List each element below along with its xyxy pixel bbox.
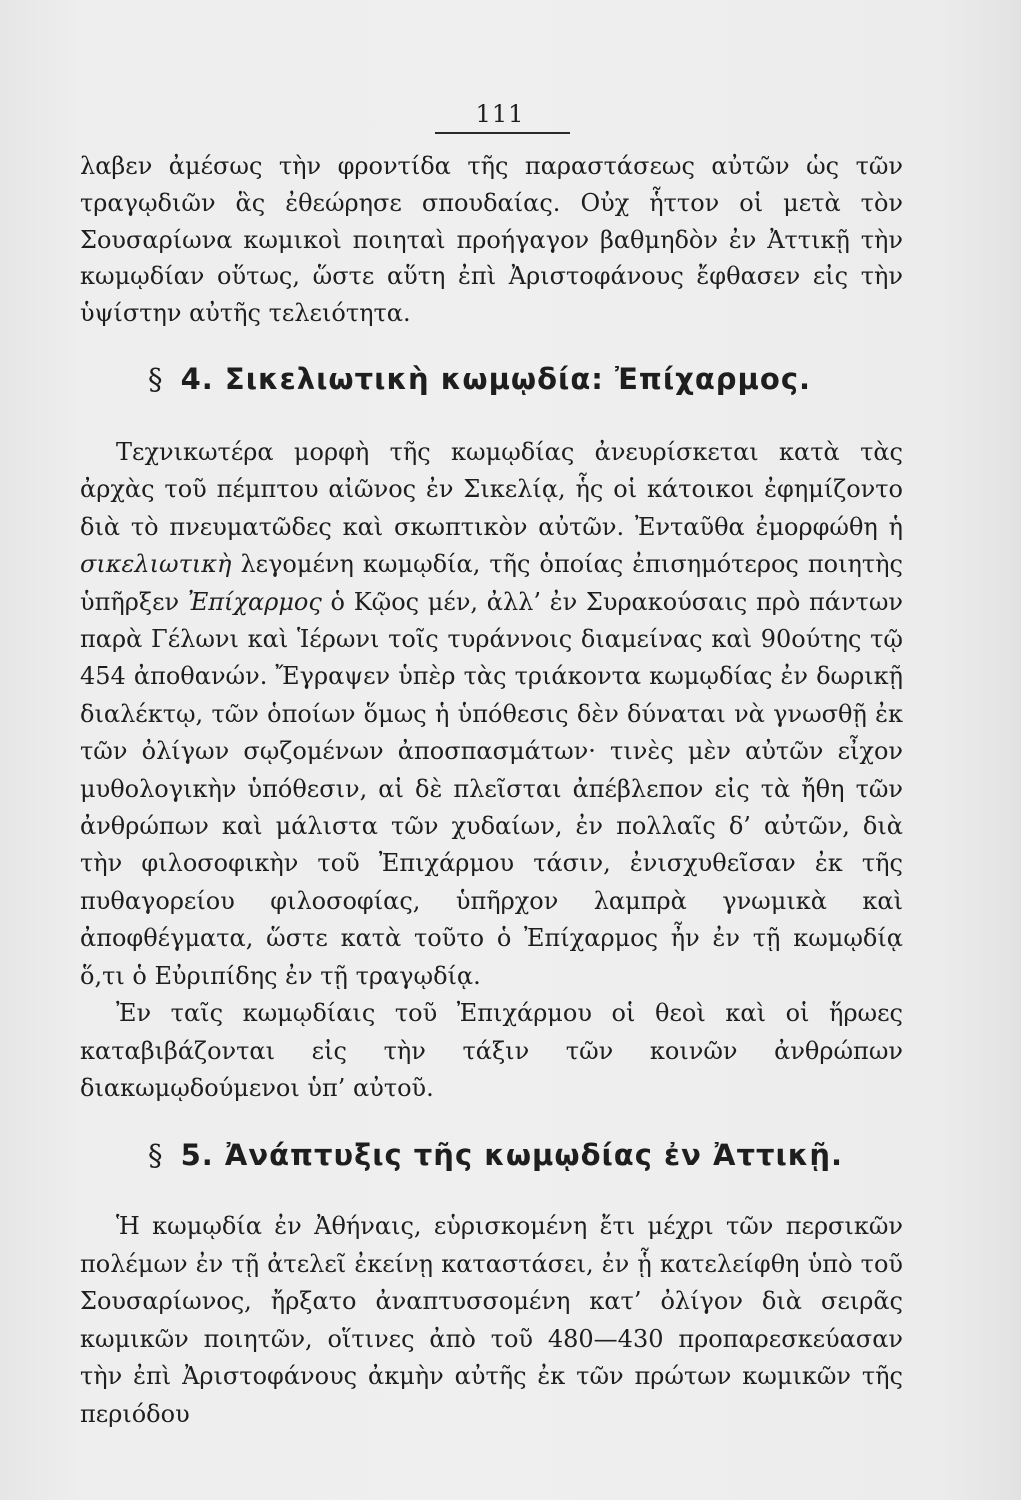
section-4-heading xyxy=(148,362,908,396)
text-run: ὁ Κῷος μέν, ἀλλ’ ἐν Συρακούσαις πρὸ πάντων παρὰ Γέλωνι καὶ Ἱέρωνι τοῖς τυράννοις διαμείνας καὶ 90ούτης τῷ 454 ἀποθανών. Ἔγραψεν ὑπὲρ τὰς τριάκοντα κωμῳδίας ἐν δωρικῇ διαλέκτῳ, τῶν ὁποίων ὅμως ἡ ὑπόθεσις δὲν δύναται νὰ γνωσθῇ ἐκ τῶν ὀλίγων σῳζομένων ἀποσπασμάτων· τινὲς μὲν αὐτῶν εἶχον μυθολογικὴν ὑπόθεσιν, αἱ δὲ πλεῖσται ἀπέβλεπον εἰς τὰ ἤθη τῶν ἀνθρώπων καὶ μάλιστα τῶν χυδαίων, ἐν πολλαῖς δ’ αὐτῶν, διὰ τὴν φιλοσοφικὴν τοῦ Ἐπιχάρμου τάσιν, ἐνισχυθεῖσαν ἐκ τῆς πυθαγορείου φιλοσοφίας, ὑπῆρχον λαμπρὰ γνωμικὰ καὶ ἀποφθέγματα, ὥστε κατὰ τοῦτο ὁ Ἐπίχαρμος ἦν ἐν τῇ κωμῳδίᾳ ὅ,τι ὁ Εὐριπίδης ἐν τῇ τραγῳδίᾳ. xyxy=(80,587,903,990)
section-5-heading xyxy=(148,1138,908,1172)
emphasis-epicharmus: Ἐπίχαρμος xyxy=(187,587,322,616)
section-4-body xyxy=(80,434,903,1107)
section-5-paragraph-1: Ἡ κωμῳδία ἐν Ἀθήναις, εὑρισκομένη ἔτι μέχρι τῶν περσικῶν πολέμων ἐν τῇ ἀτελεῖ ἐκείνῃ καταστάσει, ἐν ᾗ κατελείφθη ὑπὸ τοῦ Σουσαρίωνος, ἤρξατο ἀναπτυσσομένη κατ’ ὀλίγον διὰ σειρᾶς κωμικῶν ποιητῶν, οἵτινες ἀπὸ τοῦ 480—430 προπαρεσκεύασαν τὴν ἐπὶ Ἀριστοφάνους ἀκμὴν αὐτῆς ἐκ τῶν πρώτων κωμικῶν τῆς περιόδου xyxy=(80,1212,903,1428)
section-4-title: Σικελιωτικὴ κωμῳδία: Ἐπίχαρμος. xyxy=(224,362,812,396)
section-5-body xyxy=(80,1208,903,1433)
section-5-number: 5. xyxy=(180,1138,214,1172)
text-run: Τεχνικωτέρα μορφὴ τῆς κωμῳδίας ἀνευρίσκεται κατὰ τὰς ἀρχὰς τοῦ πέμπτου αἰῶνος ἐν Σικελίᾳ, ἧς οἱ κάτοικοι ἐφημίζοντο διὰ τὸ πνευματῶδες καὶ σκωπτικὸν αὐτῶν. Ἐνταῦθα ἐμορφώθη ἡ xyxy=(80,438,903,541)
section-mark: § xyxy=(148,1138,164,1172)
page-number-rule xyxy=(435,132,570,134)
intro-paragraph: λαβεν ἀμέσως τὴν φροντίδα τῆς παραστάσεως αὐτῶν ὡς τῶν τραγῳδιῶν ἃς ἐθεώρησε σπουδαίας. Οὐχ ἧττον οἱ μετὰ τὸν Σουσαρίωνα κωμικοὶ ποιηταὶ προήγαγον βαθμηδὸν ἐν Ἀττικῇ τὴν κωμῳδίαν οὕτως, ὥστε αὕτη ἐπὶ Ἀριστοφάνους ἔφθασεν εἰς τὴν ὑψίστην αὐτῆς τελειότητα. xyxy=(80,152,903,328)
page-number: 111 xyxy=(475,100,525,128)
text-run: λεγομένη κωμῳδία, τῆς ὁποίας ἐπισημότερος ποιητὴς ὑπῆρξεν xyxy=(80,550,903,616)
section-4-number: 4. xyxy=(180,362,214,396)
emphasis-sikeliotike: σικελιωτικὴ xyxy=(80,550,232,579)
section-4-paragraph-1 xyxy=(80,434,903,995)
section-5-title: Ἀνάπτυξις τῆς κωμῳδίας ἐν Ἀττικῇ. xyxy=(224,1138,844,1172)
intro-text xyxy=(80,148,903,332)
section-4-paragraph-2: Ἐν ταῖς κωμῳδίαις τοῦ Ἐπιχάρμου οἱ θεοὶ καὶ οἱ ἥρωες καταβιβάζονται εἰς τὴν τάξιν τῶν κοινῶν ἀνθρώπων διακωμῳδούμενοι ὑπ’ αὐτοῦ. xyxy=(80,999,903,1102)
section-mark: § xyxy=(148,362,164,396)
